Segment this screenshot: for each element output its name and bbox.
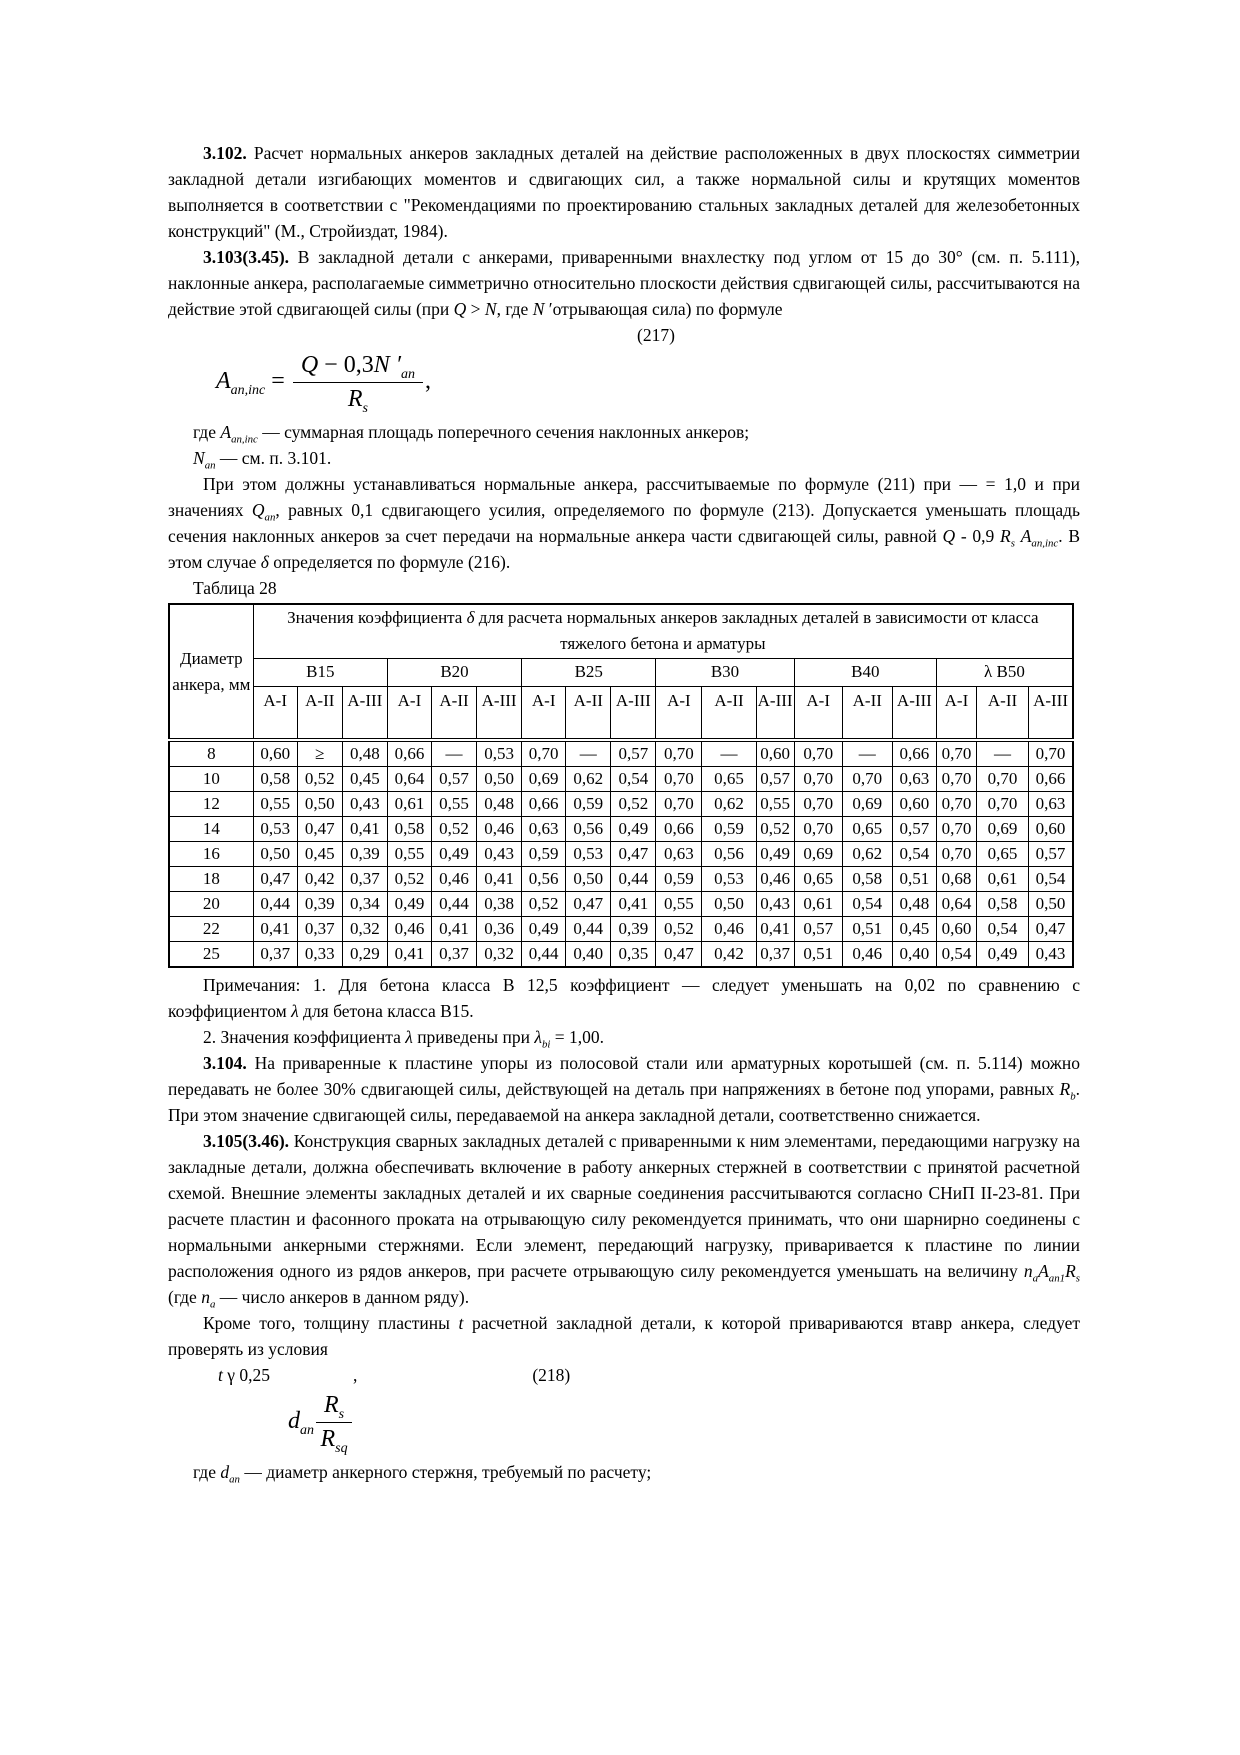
coefficient-cell: 0,46 <box>431 867 476 892</box>
armature-class-header: A-I <box>794 686 842 740</box>
coefficient-cell: 0,59 <box>522 842 566 867</box>
coefficient-cell: 0,45 <box>342 767 387 792</box>
coefficient-cell: 0,64 <box>387 767 431 792</box>
coefficient-cell: 0,60 <box>936 917 976 942</box>
diameter-cell: 20 <box>169 892 253 917</box>
coefficient-cell: 0,63 <box>522 817 566 842</box>
formula-218-fraction <box>316 1392 352 1456</box>
paragraph-3-103: 3.103(3.45). В закладной детали с анкерами, приваренными внахлестку под углом от 15 до 30° (см. п. 5.111), наклонные анкера, располагаемые симметрично относительно плоскости действия сдвигающей силы, рассчитываются на действие этой сдвигающей силы (при Q > N, где N ′отрывающая сила) по формуле <box>168 247 1080 319</box>
coefficient-cell: 0,65 <box>977 842 1029 867</box>
note-1: Примечания: 1. Для бетона класса В 12,5 коэффициент — следует уменьшать на 0,02 по сравнению с коэффициентом λ для бетона класса В15. <box>168 975 1080 1021</box>
coefficient-cell: 0,48 <box>892 892 936 917</box>
paragraph-krome-togo: Кроме того, толщину пластины t расчетной закладной детали, к которой привариваются втавр анкера, следует проверять из условия <box>168 1313 1080 1359</box>
table-title: Значения коэффициента δ для расчета нормальных анкеров закладных деталей в зависимости от класса тяжелого бетона и арматуры <box>253 604 1073 658</box>
coefficient-cell: 0,55 <box>656 892 702 917</box>
coefficient-cell: 0,35 <box>611 942 656 968</box>
coefficient-cell: 0,50 <box>297 792 342 817</box>
coefficient-cell: 0,32 <box>342 917 387 942</box>
coefficient-cell: 0,37 <box>756 942 794 968</box>
diameter-cell: 22 <box>169 917 253 942</box>
coefficient-cell: 0,40 <box>566 942 611 968</box>
concrete-class-row <box>169 658 1073 686</box>
coefficient-cell: 0,62 <box>842 842 892 867</box>
coefficient-cell: 0,41 <box>756 917 794 942</box>
concrete-class-header: В20 <box>387 658 521 686</box>
table-title-row <box>169 604 1073 658</box>
armature-class-header: A-I <box>387 686 431 740</box>
armature-class-header: A-I <box>656 686 702 740</box>
coefficient-cell: — <box>842 740 892 767</box>
coefficient-cell: 0,66 <box>387 740 431 767</box>
coefficient-cell: 0,54 <box>977 917 1029 942</box>
coefficient-cell: 0,60 <box>892 792 936 817</box>
coefficient-cell: 0,44 <box>253 892 297 917</box>
coefficient-cell: 0,46 <box>387 917 431 942</box>
table-row <box>169 740 1073 767</box>
coefficient-cell: 0,47 <box>1029 917 1073 942</box>
condition-218-line <box>168 1362 1080 1390</box>
formula-217-fraction <box>293 352 423 416</box>
coefficient-cell: 0,53 <box>477 740 522 767</box>
coefficient-cell: 0,47 <box>253 867 297 892</box>
coefficient-cell: — <box>431 740 476 767</box>
coefficient-cell: 0,70 <box>656 740 702 767</box>
coefficient-cell: 0,70 <box>794 817 842 842</box>
definition-a-an-inc: где $A_{an,inc}$ — суммарная площадь поперечного сечения наклонных анкеров; <box>193 422 750 446</box>
concrete-class-header: В30 <box>656 658 794 686</box>
coefficient-cell: 0,32 <box>477 942 522 968</box>
coefficient-cell: 0,37 <box>297 917 342 942</box>
coefficient-cell: 0,64 <box>936 892 976 917</box>
coefficient-cell: 0,60 <box>756 740 794 767</box>
coefficient-cell: 0,65 <box>842 817 892 842</box>
formula-218 <box>288 1392 1080 1456</box>
coefficient-cell: 0,49 <box>756 842 794 867</box>
coefficient-cell: 0,47 <box>611 842 656 867</box>
coefficient-cell: 0,70 <box>656 792 702 817</box>
coefficient-cell: 0,46 <box>756 867 794 892</box>
coefficient-cell: 0,49 <box>611 817 656 842</box>
coefficient-cell: 0,63 <box>656 842 702 867</box>
coefficient-cell: 0,61 <box>794 892 842 917</box>
coefficient-cell: 0,40 <box>892 942 936 968</box>
coefficient-cell: 0,47 <box>656 942 702 968</box>
coefficient-cell: 0,39 <box>297 892 342 917</box>
concrete-class-header: λ В50 <box>936 658 1073 686</box>
coefficient-cell: 0,52 <box>522 892 566 917</box>
coefficient-cell: 0,70 <box>936 740 976 767</box>
coefficient-cell: 0,43 <box>756 892 794 917</box>
coefficient-cell: 0,46 <box>702 917 756 942</box>
coefficient-cell: 0,42 <box>702 942 756 968</box>
table-row <box>169 767 1073 792</box>
coefficient-cell: 0,39 <box>611 917 656 942</box>
coefficient-cell: 0,38 <box>477 892 522 917</box>
formula-217-lhs: $A_{an,inc}$ = <box>216 368 291 398</box>
armature-class-header: A-I <box>522 686 566 740</box>
coefficient-cell: 0,57 <box>611 740 656 767</box>
armature-class-header: A-III <box>342 686 387 740</box>
coefficient-cell: 0,57 <box>794 917 842 942</box>
coefficient-cell: 0,63 <box>1029 792 1073 817</box>
coefficient-cell: 0,52 <box>656 917 702 942</box>
armature-class-header: A-II <box>566 686 611 740</box>
armature-class-header: A-I <box>253 686 297 740</box>
formula-217 <box>216 352 1080 416</box>
coefficient-cell: 0,53 <box>253 817 297 842</box>
diameter-cell: 12 <box>169 792 253 817</box>
coefficient-cell: 0,55 <box>756 792 794 817</box>
table-label: Таблица 28 <box>193 578 277 598</box>
armature-class-header: A-III <box>477 686 522 740</box>
formula-217-comma: , <box>424 368 431 395</box>
coefficient-cell: 0,58 <box>977 892 1029 917</box>
coefficient-cell: 0,66 <box>1029 767 1073 792</box>
equation-number-217: (217) <box>637 325 675 345</box>
coefficient-cell: 0,66 <box>892 740 936 767</box>
coefficient-cell: 0,44 <box>431 892 476 917</box>
coefficient-cell: — <box>702 740 756 767</box>
coefficient-cell: 0,54 <box>936 942 976 968</box>
table-row <box>169 892 1073 917</box>
corner-header-diameter: Диаметр анкера, мм <box>169 604 253 740</box>
coefficient-cell: 0,50 <box>477 767 522 792</box>
coefficient-cell: 0,56 <box>566 817 611 842</box>
coefficient-cell: 0,55 <box>253 792 297 817</box>
coefficient-cell: 0,29 <box>342 942 387 968</box>
table-row <box>169 917 1073 942</box>
table-row <box>169 842 1073 867</box>
paragraph-3-105: 3.105(3.46). Конструкция сварных закладных деталей с приваренными к ним элементами, передающими нагрузку на закладные детали, должна обеспечивать включение в работу анкерных стержней в соответствии с принятой расчетной схемой. Внешние элементы закладных деталей и их сварные соединения рассчитываются согласно СНиП II-23-81. При расчете пластин и фасонного проката на отрывающую силу рекомендуется принимать, что они шарнирно соединены с нормальными анкерными стержнями. Если элемент, передающий нагрузку, приваривается к пластине по линии расположения одного из рядов анкеров, при расчете отрывающую силу рекомендуется уменьшать на величину $n_aA_{an1}R_s$ (где $n_a$ — число анкеров в данном ряду). <box>168 1131 1080 1311</box>
armature-class-header: A-III <box>1029 686 1073 740</box>
diameter-cell: 14 <box>169 817 253 842</box>
coefficient-cell: 0,46 <box>477 817 522 842</box>
paragraph-3-102: 3.102. Расчет нормальных анкеров закладных деталей на действие расположенных в двух плоскостях симметрии закладной детали изгибающих моментов и сдвигающих сил, а также нормальной силы и крутящих моментов выполняется в соответствии с "Рекомендациями по проектированию стальных закладных деталей для железобетонных конструкций" (М., Стройиздат, 1984). <box>168 143 1080 241</box>
coefficient-cell: ≥ <box>297 740 342 767</box>
coefficient-cell: 0,41 <box>387 942 431 968</box>
coefficient-cell: 0,70 <box>1029 740 1073 767</box>
armature-class-header: A-III <box>611 686 656 740</box>
coefficient-cell: 0,56 <box>522 867 566 892</box>
coefficient-cell: 0,50 <box>566 867 611 892</box>
coefficient-cell: 0,43 <box>1029 942 1073 968</box>
diameter-cell: 8 <box>169 740 253 767</box>
formula-218-numerator: $R_s$ <box>316 1392 352 1423</box>
coefficient-cell: 0,70 <box>522 740 566 767</box>
armature-class-header: A-II <box>297 686 342 740</box>
coefficient-cell: 0,43 <box>342 792 387 817</box>
coefficient-cell: 0,33 <box>297 942 342 968</box>
coefficient-cell: 0,70 <box>794 767 842 792</box>
coefficient-cell: 0,54 <box>892 842 936 867</box>
table-row <box>169 817 1073 842</box>
coefficient-cell: 0,58 <box>253 767 297 792</box>
coefficient-cell: 0,60 <box>1029 817 1073 842</box>
paragraph-3-104: 3.104. На приваренные к пластине упоры из полосовой стали или арматурных коротышей (см. п. 5.114) можно передавать не более 30% сдвигающей силы, действующей на деталь при напряжениях в бетоне под упорами, равных $R_b$. При этом значение сдвигающей силы, передаваемой на анкера закладной детали, соответственно снижается. <box>168 1053 1080 1125</box>
coefficient-cell: 0,50 <box>1029 892 1073 917</box>
table-row <box>169 792 1073 817</box>
armature-class-header: A-II <box>977 686 1029 740</box>
coefficient-cell: 0,68 <box>936 867 976 892</box>
coefficient-cell: 0,70 <box>936 842 976 867</box>
coefficient-cell: 0,70 <box>656 767 702 792</box>
coefficient-cell: 0,70 <box>936 767 976 792</box>
coefficient-cell: 0,55 <box>387 842 431 867</box>
coefficient-cell: 0,57 <box>756 767 794 792</box>
coefficient-cell: 0,52 <box>297 767 342 792</box>
coefficient-cell: 0,61 <box>977 867 1029 892</box>
coefficient-cell: 0,41 <box>342 817 387 842</box>
definition-d-an: где $d_{an}$ — диаметр анкерного стержня, требуемый по расчету; <box>193 1462 652 1486</box>
coefficient-cell: 0,60 <box>253 740 297 767</box>
coefficient-cell: 0,70 <box>977 792 1029 817</box>
coefficient-cell: 0,49 <box>977 942 1029 968</box>
coefficient-cell: 0,59 <box>566 792 611 817</box>
coefficient-cell: 0,70 <box>977 767 1029 792</box>
coefficient-cell: 0,70 <box>936 792 976 817</box>
coefficient-cell: 0,54 <box>611 767 656 792</box>
coefficient-cell: 0,34 <box>342 892 387 917</box>
coefficient-cell: 0,53 <box>702 867 756 892</box>
coefficient-cell: 0,43 <box>477 842 522 867</box>
armature-class-header: A-II <box>702 686 756 740</box>
coefficient-cell: 0,69 <box>842 792 892 817</box>
coefficient-cell: 0,54 <box>842 892 892 917</box>
coefficient-cell: 0,69 <box>977 817 1029 842</box>
coefficient-cell: 0,61 <box>387 792 431 817</box>
coefficient-cell: 0,52 <box>611 792 656 817</box>
coefficient-cell: 0,59 <box>656 867 702 892</box>
coefficient-cell: 0,48 <box>477 792 522 817</box>
coefficient-cell: 0,66 <box>656 817 702 842</box>
coefficient-cell: 0,49 <box>387 892 431 917</box>
coefficient-cell: 0,44 <box>566 917 611 942</box>
coefficient-cell: 0,57 <box>1029 842 1073 867</box>
armature-class-header: A-III <box>756 686 794 740</box>
coefficient-cell: 0,63 <box>892 767 936 792</box>
coefficient-cell: 0,50 <box>253 842 297 867</box>
coefficient-cell: 0,49 <box>431 842 476 867</box>
coefficient-cell: 0,47 <box>566 892 611 917</box>
coefficient-cell: 0,70 <box>794 792 842 817</box>
coefficient-cell: 0,51 <box>892 867 936 892</box>
coefficient-cell: 0,54 <box>1029 867 1073 892</box>
coefficient-cell: 0,37 <box>253 942 297 968</box>
armature-class-row <box>169 686 1073 740</box>
table-28-body <box>169 740 1073 967</box>
concrete-class-header: В25 <box>522 658 656 686</box>
table-28-header <box>169 604 1073 740</box>
concrete-class-header: В40 <box>794 658 936 686</box>
table-28 <box>168 603 1074 968</box>
coefficient-cell: 0,42 <box>297 867 342 892</box>
armature-class-header: A-I <box>936 686 976 740</box>
condition-218-left: t γ 0,25 <box>218 1365 270 1385</box>
coefficient-cell: — <box>566 740 611 767</box>
coefficient-cell: 0,46 <box>842 942 892 968</box>
formula-217-denominator: $R_s$ <box>347 386 368 416</box>
coefficient-cell: 0,69 <box>794 842 842 867</box>
coefficient-cell: 0,45 <box>297 842 342 867</box>
coefficient-cell: 0,58 <box>387 817 431 842</box>
coefficient-cell: 0,48 <box>342 740 387 767</box>
coefficient-cell: 0,50 <box>702 892 756 917</box>
note-2: 2. Значения коэффициента λ приведены при $\lambda_{bi} = 1,00$. <box>203 1027 605 1051</box>
coefficient-cell: 0,70 <box>794 740 842 767</box>
coefficient-cell: 0,52 <box>756 817 794 842</box>
coefficient-cell: 0,59 <box>702 817 756 842</box>
coefficient-cell: 0,37 <box>342 867 387 892</box>
coefficient-cell: 0,57 <box>431 767 476 792</box>
coefficient-cell: 0,44 <box>522 942 566 968</box>
coefficient-cell: 0,66 <box>522 792 566 817</box>
armature-class-header: A-II <box>842 686 892 740</box>
coefficient-cell: 0,53 <box>566 842 611 867</box>
coefficient-cell: 0,56 <box>702 842 756 867</box>
coefficient-cell: 0,41 <box>431 917 476 942</box>
coefficient-cell: 0,51 <box>842 917 892 942</box>
coefficient-cell: — <box>977 740 1029 767</box>
diameter-cell: 25 <box>169 942 253 968</box>
paragraph-pri-etom: При этом должны устанавливаться нормальные анкера, рассчитываемые по формуле (211) при — = 1,0 и при значениях $Q_{an}$, равных 0,1 сдвигающего усилия, определяемого по формуле (213). Допускается уменьшать площадь сечения наклонных анкеров за счет передачи на нормальные анкера части сдвигающей силы, равной Q - 0,9 $R_s$ $A_{an,inc}$. В этом случае δ определяется по формуле (216). <box>168 474 1081 572</box>
coefficient-cell: 0,44 <box>611 867 656 892</box>
coefficient-cell: 0,37 <box>431 942 476 968</box>
equation-number-218: (218) <box>532 1365 571 1385</box>
coefficient-cell: 0,70 <box>842 767 892 792</box>
table-row <box>169 942 1073 968</box>
coefficient-cell: 0,45 <box>892 917 936 942</box>
coefficient-cell: 0,52 <box>431 817 476 842</box>
coefficient-cell: 0,65 <box>794 867 842 892</box>
coefficient-cell: 0,51 <box>794 942 842 968</box>
coefficient-cell: 0,55 <box>431 792 476 817</box>
coefficient-cell: 0,49 <box>522 917 566 942</box>
coefficient-cell: 0,39 <box>342 842 387 867</box>
formula-217-numerator: Q − 0,3N $'_{an}$ <box>293 352 423 383</box>
coefficient-cell: 0,47 <box>297 817 342 842</box>
coefficient-cell: 0,70 <box>936 817 976 842</box>
armature-class-header: A-II <box>431 686 476 740</box>
coefficient-cell: 0,41 <box>477 867 522 892</box>
coefficient-cell: 0,62 <box>566 767 611 792</box>
coefficient-cell: 0,41 <box>253 917 297 942</box>
coefficient-cell: 0,65 <box>702 767 756 792</box>
diameter-cell: 16 <box>169 842 253 867</box>
formula-218-lhs: $d_{an}$ <box>288 1408 314 1438</box>
concrete-class-header: В15 <box>253 658 387 686</box>
coefficient-cell: 0,57 <box>892 817 936 842</box>
coefficient-cell: 0,69 <box>522 767 566 792</box>
coefficient-cell: 0,62 <box>702 792 756 817</box>
coefficient-cell: 0,41 <box>611 892 656 917</box>
table-row <box>169 867 1073 892</box>
coefficient-cell: 0,58 <box>842 867 892 892</box>
diameter-cell: 10 <box>169 767 253 792</box>
formula-218-denominator: $R_{sq}$ <box>320 1426 348 1456</box>
coefficient-cell: 0,52 <box>387 867 431 892</box>
coefficient-cell: 0,36 <box>477 917 522 942</box>
condition-218-comma: , <box>352 1365 358 1385</box>
definition-n-an: $N_{an}$ — см. п. 3.101. <box>193 448 332 472</box>
armature-class-header: A-III <box>892 686 936 740</box>
diameter-cell: 18 <box>169 867 253 892</box>
